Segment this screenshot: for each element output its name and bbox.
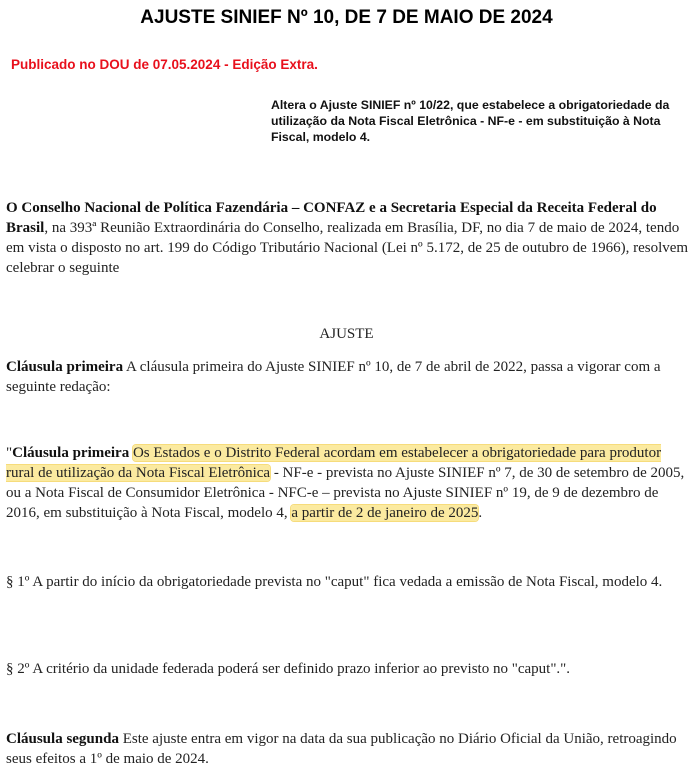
redacao-label: Cláusula primeira (12, 445, 130, 461)
preamble-lead: O Conselho Nacional de Política Fazendária – CONFAZ e a Secretaria Especial da Receita Federal do Brasil (6, 200, 657, 236)
clausula-segunda-text: Este ajuste entra em vigor na data da sua publicação no Diário Oficial da União, retroagindo seus efeitos a 1º de maio de 2024. (6, 731, 677, 767)
redacao-clausula (6, 443, 690, 523)
document-title: AJUSTE SINIEF Nº 10, DE 7 DE MAIO DE 2024 (140, 7, 553, 28)
highlight-data: a partir de 2 de janeiro de 2025 (291, 505, 479, 521)
paragrafo-1: § 1º A partir do início da obrigatoriedade prevista no "caput" fica vedada a emissão de Nota Fiscal, modelo 4. (6, 574, 663, 590)
highlight-obrigatoriedade: Os Estados e o Distrito Federal acordam em estabelecer a obrigatoriedade para produtor rural de utilização da Nota Fiscal Eletrônica (6, 445, 662, 481)
clausula-segunda (6, 729, 690, 769)
preamble-text: , na 393ª Reunião Extraordinária do Conselho, realizada em Brasília, DF, no dia 7 de maio de 2024, tendo em vista o disposto no art. 199 do Código Tributário Nacional (Lei nº 5.172, de 25 de outubro de 1966), resolvem celebrar o seguinte (6, 220, 689, 276)
preamble (6, 198, 690, 278)
open-quote: " (6, 445, 13, 461)
clausula-primeira-label: Cláusula primeira (6, 359, 124, 375)
ementa: Altera o Ajuste SINIEF nº 10/22, que estabelece a obrigatoriedade da utilização da Nota Fiscal Eletrônica - NF-e - em substituição à Nota Fiscal, modelo 4. (271, 98, 670, 144)
redacao-end: . (478, 505, 483, 521)
paragrafo-2: § 2º A critério da unidade federada poderá ser definido prazo inferior ao previsto no "caput".". (6, 661, 571, 677)
clausula-primeira (6, 357, 690, 397)
clausula-primeira-text: A cláusula primeira do Ajuste SINIEF nº 10, de 7 de abril de 2022, passa a vigorar com a seguinte redação: (6, 359, 661, 395)
clausula-segunda-label: Cláusula segunda (6, 731, 119, 747)
publication-note: Publicado no DOU de 07.05.2024 - Edição Extra. (11, 57, 318, 72)
ajuste-heading: AJUSTE (319, 326, 374, 342)
redacao-middle: - NF-e - prevista no Ajuste SINIEF nº 7, de 30 de setembro de 2005, ou a Nota Fiscal de Consumidor Eletrônica - NFC-e – prevista no Ajuste SINIEF nº 19, de 9 de dezembro de 2016, em substituição à Nota Fiscal, modelo 4, (6, 465, 685, 521)
